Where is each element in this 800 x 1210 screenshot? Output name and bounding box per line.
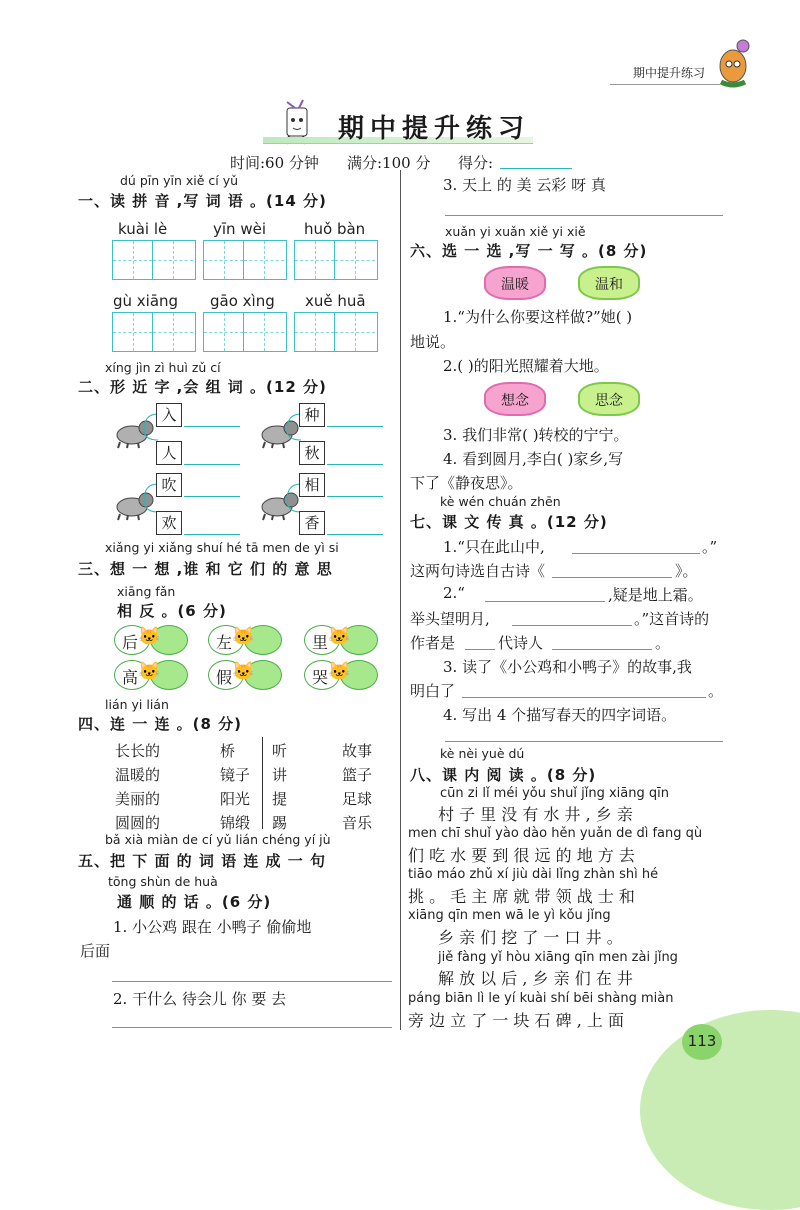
cat-icon: 🐱 bbox=[138, 626, 161, 647]
answer-line[interactable] bbox=[184, 426, 240, 427]
match-item[interactable]: 温暖的 bbox=[115, 766, 161, 784]
opposite-char: 左 bbox=[215, 633, 232, 652]
match-divider bbox=[262, 737, 263, 829]
s3-heading-1: 三、想 一 想 ,谁 和 它 们 的 意 思 bbox=[78, 560, 333, 578]
s7-line-1a: 1.“只在此山中, bbox=[443, 538, 545, 556]
char-box: 种 bbox=[299, 403, 325, 427]
match-item[interactable]: 锦缎 bbox=[220, 814, 251, 832]
s7-pinyin: kè wén chuán zhēn bbox=[440, 494, 561, 509]
match-item[interactable]: 提 bbox=[272, 790, 288, 808]
s7-line-2b: 》。 bbox=[675, 562, 698, 580]
mascot-icon bbox=[713, 38, 755, 88]
answer-line[interactable] bbox=[112, 1027, 392, 1028]
reading-line: 乡 亲 们 挖 了 一 口 井 。 bbox=[438, 928, 623, 947]
s2-pinyin: xíng jìn zì huì zǔ cí bbox=[105, 360, 221, 375]
column-divider bbox=[400, 170, 401, 1030]
answer-line[interactable] bbox=[465, 649, 495, 650]
s6-question-1b: 地说。 bbox=[410, 333, 456, 351]
s5-pinyin-1: bǎ xià miàn de cí yǔ lián chéng yí jù bbox=[105, 832, 331, 847]
answer-line[interactable] bbox=[572, 553, 700, 554]
s7-line-4a: 举头望明月, bbox=[410, 610, 490, 628]
write-grid[interactable] bbox=[203, 312, 287, 352]
page-number: 113 bbox=[687, 1032, 717, 1050]
s6-pinyin: xuǎn yi xuǎn xiě yi xiě bbox=[445, 224, 586, 239]
s6-heading: 六、选 一 选 ,写 一 写 。(8 分) bbox=[410, 242, 648, 260]
answer-line[interactable] bbox=[552, 649, 652, 650]
s1-pinyin: dú pīn yīn xiě cí yǔ bbox=[120, 173, 239, 188]
match-item[interactable]: 镜子 bbox=[220, 766, 251, 784]
reading-line: 村 子 里 没 有 水 井 , 乡 亲 bbox=[438, 805, 633, 824]
running-title: 期中提升练习 bbox=[633, 66, 706, 80]
word-option[interactable]: 温暖 bbox=[484, 266, 546, 300]
answer-line[interactable] bbox=[327, 426, 383, 427]
s5-question-3: 3. 天上 的 美 云彩 呀 真 bbox=[443, 176, 606, 194]
char-box: 秋 bbox=[299, 441, 325, 465]
s5-question-1: 1. 小公鸡 跟在 小鸭子 偷偷地 bbox=[113, 918, 312, 936]
answer-line[interactable] bbox=[184, 496, 240, 497]
s5-heading-1: 五、把 下 面 的 词 语 连 成 一 句 bbox=[78, 852, 327, 870]
s7-line-2a: 这两句诗选自古诗《 bbox=[410, 562, 546, 580]
s7-line-4b: 。”这首诗的 bbox=[634, 610, 710, 628]
char-box: 吹 bbox=[156, 473, 182, 497]
s7-line-8: 4. 写出 4 个描写春天的四字词语。 bbox=[443, 706, 677, 724]
word-option[interactable]: 想念 bbox=[484, 382, 546, 416]
opposite-char: 里 bbox=[311, 633, 328, 652]
char-box: 入 bbox=[156, 403, 182, 427]
write-grid[interactable] bbox=[294, 312, 378, 352]
s6-question-4b: 下了《静夜思》。 bbox=[410, 474, 523, 492]
reading-line: 解 放 以 后 , 乡 亲 们 在 井 bbox=[438, 969, 633, 988]
full-score-info: 满分:100 分 bbox=[347, 154, 431, 172]
opposite-char: 哭 bbox=[311, 668, 328, 687]
s1-py-2: yīn wèi bbox=[213, 220, 266, 238]
s8-heading: 八、课 内 阅 读 。(8 分) bbox=[410, 766, 597, 784]
reading-line: 们 吃 水 要 到 很 远 的 地 方 去 bbox=[408, 846, 635, 865]
answer-line[interactable] bbox=[327, 534, 383, 535]
cat-icon: 🐱 bbox=[138, 661, 161, 682]
reading-pinyin: xiāng qīn men wā le yì kǒu jǐng bbox=[408, 908, 611, 923]
match-item[interactable]: 踢 bbox=[272, 814, 288, 832]
char-box: 香 bbox=[299, 511, 325, 535]
s7-heading: 七、课 文 传 真 。(12 分) bbox=[410, 513, 608, 531]
answer-line[interactable] bbox=[462, 697, 706, 698]
page-title: 期中提升练习 bbox=[338, 114, 531, 144]
s1-heading: 一、读 拼 音 ,写 词 语 。(14 分) bbox=[78, 192, 327, 210]
reading-pinyin: jiě fàng yǐ hòu xiāng qīn men zài jǐng bbox=[438, 950, 678, 965]
header-rule bbox=[610, 84, 720, 85]
s7-line-6: 3. 读了《小公鸡和小鸭子》的故事,我 bbox=[443, 658, 692, 676]
s1-py-1: kuài lè bbox=[118, 220, 168, 238]
match-item[interactable]: 讲 bbox=[272, 766, 288, 784]
write-grid[interactable] bbox=[112, 312, 196, 352]
s3-pinyin-1: xiǎng yi xiǎng shuí hé tā men de yì si bbox=[105, 540, 339, 555]
answer-line[interactable] bbox=[327, 496, 383, 497]
s7-line-1b: 。” bbox=[702, 538, 718, 556]
match-item[interactable]: 圆圆的 bbox=[115, 814, 161, 832]
answer-line[interactable] bbox=[512, 625, 632, 626]
s5-question-1b: 后面 bbox=[80, 942, 111, 960]
cat-icon: 🐱 bbox=[328, 626, 351, 647]
match-item[interactable]: 故事 bbox=[342, 742, 373, 760]
s4-heading: 四、连 一 连 。(8 分) bbox=[78, 715, 243, 733]
answer-line[interactable] bbox=[552, 577, 672, 578]
cat-icon: 🐱 bbox=[232, 661, 255, 682]
word-option[interactable]: 温和 bbox=[578, 266, 640, 300]
s7-line-5a: 作者是 bbox=[410, 634, 456, 652]
reading-pinyin: páng biān lì le yí kuài shí bēi shàng miàn bbox=[408, 991, 674, 1006]
opposite-char: 假 bbox=[215, 668, 232, 687]
opposite-char: 后 bbox=[121, 633, 138, 652]
answer-line[interactable] bbox=[112, 981, 392, 982]
answer-line[interactable] bbox=[485, 601, 605, 602]
char-box: 人 bbox=[156, 441, 182, 465]
match-item[interactable]: 阳光 bbox=[220, 790, 251, 808]
s1-py-3: huǒ bàn bbox=[304, 220, 366, 238]
s4-pinyin: lián yi lián bbox=[105, 697, 169, 712]
s5-pinyin-2: tōng shùn de huà bbox=[108, 874, 218, 889]
answer-line[interactable] bbox=[445, 741, 723, 742]
reading-line: 旁 边 立 了 一 块 石 碑 , 上 面 bbox=[408, 1011, 624, 1030]
match-item[interactable]: 美丽的 bbox=[115, 790, 161, 808]
s6-question-3: 3. 我们非常( )转校的宁宁。 bbox=[443, 426, 629, 444]
answer-line[interactable] bbox=[327, 464, 383, 465]
match-item[interactable]: 音乐 bbox=[342, 814, 373, 832]
s7-line-5c: 。 bbox=[655, 634, 671, 652]
answer-line[interactable] bbox=[184, 464, 240, 465]
cat-icon: 🐱 bbox=[232, 626, 255, 647]
s2-heading: 二、形 近 字 ,会 组 词 。(12 分) bbox=[78, 378, 327, 396]
opposite-char: 高 bbox=[121, 668, 138, 687]
s1-py-4: gù xiāng bbox=[113, 292, 179, 310]
reading-line: 挑 。 毛 主 席 就 带 领 战 士 和 bbox=[408, 887, 635, 906]
answer-line[interactable] bbox=[184, 534, 240, 535]
s7-line-5b: 代诗人 bbox=[498, 634, 544, 652]
s6-question-4a: 4. 看到圆月,李白( )家乡,写 bbox=[443, 450, 624, 468]
reading-pinyin: men chī shuǐ yào dào hěn yuǎn de dì fang qù bbox=[408, 826, 703, 841]
cat-icon: 🐱 bbox=[328, 661, 351, 682]
s5-heading-2: 通 顺 的 话 。(6 分) bbox=[117, 893, 272, 911]
char-box: 欢 bbox=[156, 511, 182, 535]
s7-line-7: 明白了 bbox=[410, 682, 456, 700]
s1-py-6: xuě huā bbox=[305, 292, 366, 310]
s6-question-1a: 1.“为什么你要这样做?”她( ) bbox=[443, 308, 633, 326]
write-grid[interactable] bbox=[294, 240, 378, 280]
char-box: 相 bbox=[299, 473, 325, 497]
match-item[interactable]: 足球 bbox=[342, 790, 373, 808]
match-item[interactable]: 听 bbox=[272, 742, 288, 760]
write-grid[interactable] bbox=[112, 240, 196, 280]
s1-py-5: gāo xìng bbox=[210, 292, 275, 310]
reading-pinyin: cūn zi lǐ méi yǒu shuǐ jǐng xiāng qīn bbox=[440, 786, 669, 801]
time-info: 时间:60 分钟 bbox=[230, 154, 319, 172]
match-item[interactable]: 桥 bbox=[220, 742, 236, 760]
match-item[interactable]: 篮子 bbox=[342, 766, 373, 784]
s3-pinyin-2: xiāng fǎn bbox=[117, 584, 176, 599]
word-option[interactable]: 思念 bbox=[578, 382, 640, 416]
s5-question-2: 2. 干什么 待会儿 你 要 去 bbox=[113, 990, 287, 1008]
score-label: 得分: bbox=[458, 154, 494, 172]
score-field[interactable] bbox=[500, 168, 572, 169]
write-grid[interactable] bbox=[203, 240, 287, 280]
match-item[interactable]: 长长的 bbox=[115, 742, 161, 760]
s7-line-3b: ,疑是地上霜。 bbox=[608, 586, 703, 604]
s7-line-7b: 。 bbox=[708, 682, 724, 700]
answer-line[interactable] bbox=[445, 215, 723, 216]
reading-pinyin: tiāo máo zhǔ xí jiù dài lǐng zhàn shì hé bbox=[408, 867, 659, 882]
s8-pinyin: kè nèi yuè dú bbox=[440, 746, 525, 761]
s6-question-2: 2.( )的阳光照耀着大地。 bbox=[443, 357, 609, 375]
s7-line-3a: 2.“ bbox=[443, 584, 465, 602]
s3-heading-2: 相 反 。(6 分) bbox=[117, 602, 227, 620]
